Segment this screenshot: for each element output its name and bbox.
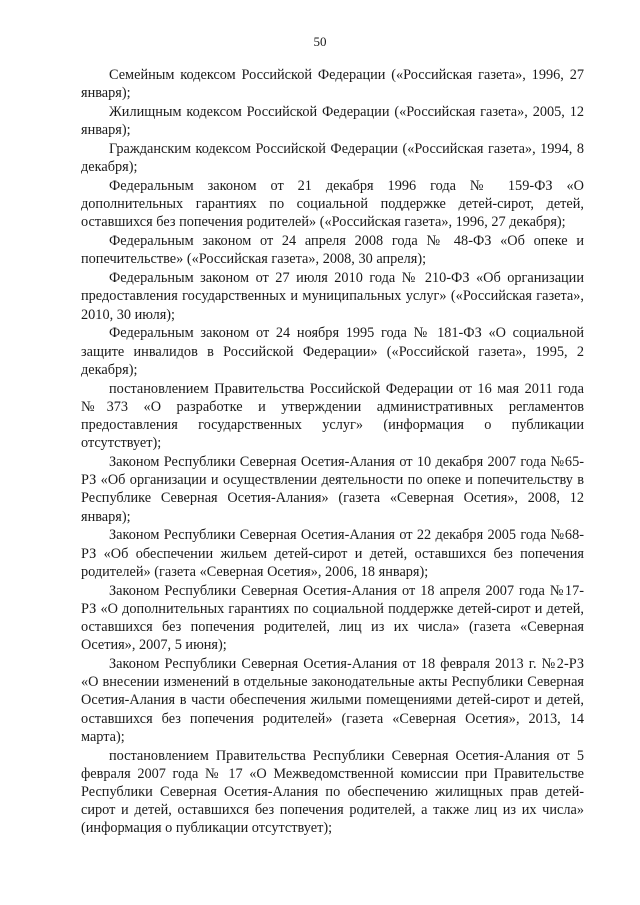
paragraph-law-2rz: Законом Республики Северная Осетия-Алания от 18 февраля 2013 г. №2-РЗ «О внесении изменений в отдельные законодательные акты Республики Северная Осетия-Алания в части обеспечения жилыми помещениями детей-сирот и детей, оставшихся без попечения родителей» (газета «Северная Осетия», 2013, 14 марта);: [81, 656, 584, 745]
paragraph-law-65rz: Законом Республики Северная Осетия-Алания от 10 декабря 2007 года №65-РЗ «Об организации и осуществлении деятельности по опеке и попечительству в Республике Северная Осетия-Алания» (газета «Северная Осетия», 2008, 12 января);: [81, 454, 584, 525]
paragraph-civil-code: Гражданским кодексом Российской Федерации («Российская газета», 1994, 8 декабря);: [81, 141, 584, 176]
paragraph-law-17rz: Законом Республики Северная Осетия-Алания от 18 апреля 2007 года №17-РЗ «О дополнительных гарантиях по социальной поддержке детей-сирот и детей, оставшихся без попечения родителей, лиц из их числа» (газета «Северная Осетия», 2007, 5 июня);: [81, 582, 584, 654]
paragraph-law-159fz: Федеральным законом от 21 декабря 1996 года № 159-ФЗ «О дополнительных гарантиях по социальной поддержке детей-сирот, детей, оставшихся без попечения родителей» («Российская газета», 1996, 27 декабря);: [81, 178, 584, 231]
paragraph-law-48fz: Федеральным законом от 24 апреля 2008 года № 48-ФЗ «Об опеке и попечительстве» («Российская газета», 2008, 30 апреля);: [81, 233, 584, 268]
paragraph-family-code: Семейным кодексом Российской Федерации («Российская газета», 1996, 27 января);: [81, 67, 584, 102]
paragraph-resolution-17: постановлением Правительства Республики Северная Осетия-Алания от 5 февраля 2007 года № 17 «О Межведомственной комиссии при Правительстве Республики Северная Осетия-Алания по обеспечению жилищных прав детей-сирот и детей, оставшихся без попечения родителей, а также лиц из их числа» (информация о публикации отсутствует);: [81, 747, 584, 837]
paragraph-resolution-373: постановлением Правительства Российской Федерации от 16 мая 2011 года №373 «О разработке и утверждении административных регламентов предоставления государственных услуг» (информация о публикации отсутствует);: [81, 380, 584, 452]
page-number: 50: [313, 34, 327, 49]
document-body: [81, 66, 584, 838]
paragraph-law-210fz: Федеральным законом от 27 июля 2010 года № 210-ФЗ «Об организации предоставления государственных и муниципальных услуг» («Российская газета», 2010, 30 июля);: [81, 270, 584, 323]
paragraph-law-68rz: Законом Республики Северная Осетия-Алания от 22 декабря 2005 года №68-РЗ «Об обеспечении жильем детей-сирот и детей, оставшихся без попечения родителей» (газета «Северная Осетия», 2006, 18 января);: [81, 527, 584, 580]
paragraph-law-181fz: Федеральным законом от 24 ноября 1995 года № 181-ФЗ «О социальной защите инвалидов в Российской Федерации» («Российской газета», 1995, 2 декабря);: [81, 325, 584, 378]
paragraph-housing-code: Жилищным кодексом Российской Федерации («Российская газета», 2005, 12 января);: [81, 104, 584, 139]
